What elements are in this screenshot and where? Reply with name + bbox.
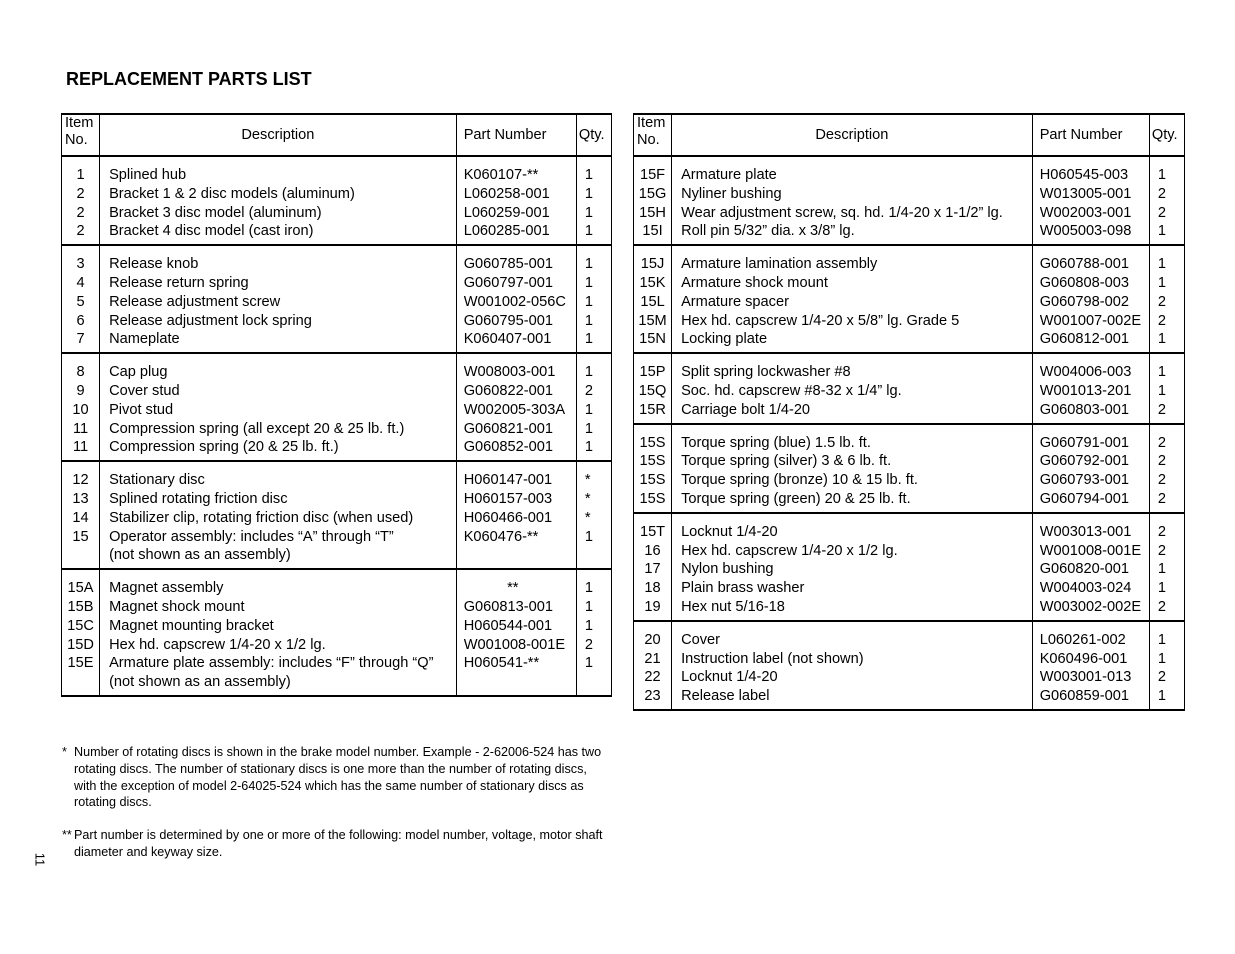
list-item: H060544-001 bbox=[463, 617, 553, 634]
list-item: Release adjustment screw bbox=[109, 293, 281, 310]
list-item: K060407-001 bbox=[463, 331, 552, 348]
table-row bbox=[634, 621, 1185, 710]
page-title: REPLACEMENT PARTS LIST bbox=[66, 69, 312, 89]
qty-cell bbox=[1149, 424, 1184, 513]
item-no-header: Item No. bbox=[634, 114, 672, 156]
footnotes bbox=[62, 744, 682, 861]
list-item: Carriage bolt 1/4-20 bbox=[681, 401, 811, 418]
list-item: Pivot stud bbox=[109, 401, 174, 418]
list-item: Cap plug bbox=[109, 364, 168, 381]
list-item: Hex hd. capscrew 1/4-20 x 1/2 lg. bbox=[681, 542, 898, 559]
description-cell bbox=[672, 353, 1033, 423]
list-item: 15Q bbox=[638, 382, 667, 399]
list-item: 2 bbox=[1157, 523, 1167, 540]
description-cell bbox=[100, 245, 457, 353]
list-item: Torque spring (silver) 3 & 6 lb. ft. bbox=[681, 453, 892, 470]
list-item: Nyliner bushing bbox=[681, 185, 782, 202]
list-item: Hex hd. capscrew 1/4-20 x 5/8” lg. Grade 5 bbox=[681, 312, 960, 329]
list-item: 15A bbox=[67, 580, 94, 597]
list-item: 15S bbox=[639, 490, 666, 507]
list-item: W003013-001 bbox=[1039, 523, 1132, 540]
list-item: 16 bbox=[644, 542, 661, 559]
list-item: Locknut 1/4-20 bbox=[681, 523, 778, 540]
list-item: W001008-001E bbox=[463, 636, 566, 653]
list-item: 15 bbox=[72, 528, 89, 545]
list-item: 1 bbox=[584, 312, 594, 329]
list-item: W001002-056C bbox=[463, 293, 566, 310]
list-item: 2 bbox=[76, 185, 85, 202]
list-item: Armature shock mount bbox=[681, 274, 828, 291]
list-item: 6 bbox=[76, 312, 85, 329]
list-item: Instruction label (not shown) bbox=[681, 650, 864, 667]
list-item: 15P bbox=[639, 364, 666, 381]
list-item: G060803-001 bbox=[1039, 401, 1129, 418]
header-row bbox=[634, 114, 1185, 156]
list-item: 22 bbox=[644, 669, 661, 686]
list-item: 3 bbox=[76, 256, 85, 273]
part-number-cell bbox=[456, 245, 576, 353]
list-item: 15S bbox=[639, 453, 666, 470]
parts-group bbox=[62, 353, 612, 461]
list-item: 15I bbox=[642, 223, 663, 240]
header-row bbox=[62, 114, 612, 156]
list-item: Splined rotating friction disc bbox=[109, 490, 288, 507]
footnote-single-asterisk: * Number of rotating discs is shown in the brake model number. Example - 2-62006-524 has two rotating discs. The number of stationary discs is one more than the number of rotating discs, with the exception of model 2-64025-524 which has the same number of stationary discs as rotating discs. bbox=[62, 745, 602, 810]
description-cell bbox=[100, 461, 457, 569]
list-item: G060795-001 bbox=[463, 312, 553, 329]
item-no-cell bbox=[62, 245, 100, 353]
list-item: 7 bbox=[76, 331, 85, 348]
list-item: L060258-001 bbox=[463, 185, 550, 202]
item-no-cell bbox=[634, 245, 672, 353]
list-item: W004006-003 bbox=[1039, 364, 1132, 381]
description-header: Description bbox=[100, 114, 457, 156]
description-cell bbox=[672, 621, 1033, 710]
list-item: 15C bbox=[67, 617, 94, 634]
part-number-cell bbox=[1032, 156, 1149, 245]
list-item: Stabilizer clip, rotating friction disc (when used) bbox=[109, 509, 414, 526]
list-item: 1 bbox=[1157, 223, 1167, 240]
part-number-cell bbox=[1032, 513, 1149, 621]
list-item bbox=[585, 673, 611, 692]
item-no-cell bbox=[62, 569, 100, 696]
list-item: 15H bbox=[639, 204, 666, 221]
description-cell bbox=[100, 353, 457, 461]
list-item: Torque spring (green) 20 & 25 lb. ft. bbox=[681, 490, 911, 507]
qty-cell bbox=[1149, 156, 1184, 245]
list-item: 1 bbox=[1157, 331, 1167, 348]
list-item: Locking plate bbox=[681, 331, 768, 348]
parts-group bbox=[62, 569, 612, 696]
list-item: 15N bbox=[639, 331, 666, 348]
qty-cell bbox=[576, 156, 611, 245]
parts-group bbox=[634, 245, 1185, 353]
list-item: 15K bbox=[639, 274, 666, 291]
list-item: Magnet shock mount bbox=[109, 598, 245, 615]
table-row bbox=[634, 513, 1185, 621]
list-item: L060285-001 bbox=[463, 223, 550, 240]
list-item: 20 bbox=[644, 631, 661, 648]
list-item bbox=[464, 546, 576, 565]
list-item: 12 bbox=[72, 472, 89, 489]
list-item: Plain brass washer bbox=[681, 580, 805, 597]
list-item: Nameplate bbox=[109, 331, 180, 348]
description-cell bbox=[100, 569, 457, 696]
list-item: 2 bbox=[1157, 185, 1167, 202]
list-item: G060793-001 bbox=[1039, 472, 1129, 489]
parts-group bbox=[634, 513, 1185, 621]
list-item: Release adjustment lock spring bbox=[109, 312, 312, 329]
list-item: G060822-001 bbox=[463, 382, 553, 399]
list-item: 15E bbox=[67, 655, 94, 672]
list-item: 10 bbox=[72, 401, 89, 418]
list-item: W002003-001 bbox=[1039, 204, 1132, 221]
list-item: * bbox=[584, 490, 591, 507]
item-no-cell bbox=[62, 156, 100, 245]
list-item: 5 bbox=[76, 293, 85, 310]
list-item: 1 bbox=[584, 617, 594, 634]
list-item: * bbox=[584, 509, 591, 526]
list-item: 1 bbox=[1157, 167, 1167, 183]
list-item: 2 bbox=[1157, 598, 1167, 615]
list-item: Torque spring (bronze) 10 & 15 lb. ft. bbox=[681, 472, 918, 489]
list-item: 8 bbox=[76, 364, 85, 381]
list-item: Wear adjustment screw, sq. hd. 1/4-20 x 1-1/2” lg. bbox=[681, 204, 1003, 221]
list-item: L060259-001 bbox=[463, 204, 550, 221]
list-item: H060545-003 bbox=[1039, 167, 1129, 183]
list-item: Hex hd. capscrew 1/4-20 x 1/2 lg. bbox=[109, 636, 326, 653]
list-item bbox=[62, 546, 99, 565]
parts-group bbox=[62, 461, 612, 569]
list-item: G060798-002 bbox=[1039, 293, 1129, 310]
list-item: 15M bbox=[638, 312, 667, 329]
list-item: 2 bbox=[76, 223, 85, 240]
list-item: K060107-** bbox=[463, 167, 539, 183]
list-item: H060157-003 bbox=[463, 490, 553, 507]
list-item: W001013-201 bbox=[1039, 382, 1132, 399]
qty-cell bbox=[576, 461, 611, 569]
list-item: (not shown as an assembly) bbox=[109, 547, 291, 564]
list-item: 1 bbox=[584, 528, 594, 545]
part-number-cell bbox=[456, 461, 576, 569]
list-item: 1 bbox=[584, 167, 594, 183]
part-number-header: Part Number bbox=[456, 114, 576, 156]
list-item: 15L bbox=[640, 293, 665, 310]
list-item: 19 bbox=[644, 598, 661, 615]
qty-cell bbox=[1149, 513, 1184, 621]
list-item bbox=[464, 673, 576, 692]
list-item: Hex nut 5/16-18 bbox=[681, 598, 785, 615]
list-item: W003001-013 bbox=[1039, 669, 1132, 686]
list-item: H060147-001 bbox=[463, 472, 553, 489]
list-item: 1 bbox=[584, 274, 594, 291]
list-item: W001008-001E bbox=[1039, 542, 1142, 559]
list-item: Cover bbox=[681, 631, 720, 648]
list-item: 13 bbox=[72, 490, 89, 507]
page-number: 11 bbox=[32, 852, 48, 867]
list-item: 1 bbox=[1157, 688, 1167, 705]
list-item: G060821-001 bbox=[463, 420, 553, 437]
list-item: 2 bbox=[584, 382, 594, 399]
list-item: 1 bbox=[1157, 256, 1167, 273]
list-item: 1 bbox=[1157, 364, 1167, 381]
qty-cell bbox=[576, 353, 611, 461]
item-no-cell bbox=[634, 513, 672, 621]
item-no-header: Item No. bbox=[62, 114, 100, 156]
list-item: 2 bbox=[1157, 312, 1167, 329]
footnote-double-asterisk: ** Part number is determined by one or more of the following: model number, voltage, motor shaft diameter and keyway size. bbox=[62, 828, 603, 859]
list-item: 1 bbox=[76, 167, 85, 183]
table-row bbox=[62, 353, 612, 461]
list-item: G060797-001 bbox=[463, 274, 553, 291]
list-item: G060820-001 bbox=[1039, 561, 1129, 578]
list-item: Armature plate assembly: includes “F” through “Q” bbox=[109, 655, 434, 672]
list-item: 1 bbox=[1157, 580, 1167, 597]
table-row bbox=[62, 461, 612, 569]
list-item: Torque spring (blue) 1.5 lb. ft. bbox=[681, 434, 871, 451]
list-item bbox=[585, 546, 611, 565]
list-item: G060808-003 bbox=[1039, 274, 1129, 291]
list-item bbox=[62, 673, 99, 692]
list-item: 1 bbox=[584, 364, 594, 381]
list-item: Nylon bushing bbox=[681, 561, 774, 578]
list-item: * bbox=[584, 472, 591, 489]
list-item: G060791-001 bbox=[1039, 434, 1129, 451]
part-number-cell bbox=[1032, 424, 1149, 513]
list-item: 1 bbox=[1157, 650, 1167, 667]
list-item: L060261-002 bbox=[1039, 631, 1126, 648]
list-item: Release knob bbox=[109, 256, 199, 273]
list-item: 1 bbox=[584, 401, 594, 418]
list-item: W004003-024 bbox=[1039, 580, 1132, 597]
qty-cell bbox=[1149, 621, 1184, 710]
parts-table-left bbox=[61, 113, 612, 697]
list-item: 2 bbox=[1157, 204, 1167, 221]
list-item: Bracket 1 & 2 disc models (aluminum) bbox=[109, 185, 355, 202]
table-row bbox=[62, 569, 612, 696]
parts-table-right bbox=[633, 113, 1185, 711]
qty-cell bbox=[576, 569, 611, 696]
list-item: W005003-098 bbox=[1039, 223, 1132, 240]
list-item: Compression spring (20 & 25 lb. ft.) bbox=[109, 439, 339, 456]
parts-group bbox=[634, 353, 1185, 423]
list-item: 15J bbox=[640, 256, 665, 273]
part-number-cell bbox=[1032, 353, 1149, 423]
list-item: 18 bbox=[644, 580, 661, 597]
qty-cell bbox=[1149, 245, 1184, 353]
list-item: 15G bbox=[638, 185, 667, 202]
item-no-cell bbox=[634, 621, 672, 710]
part-number-cell bbox=[456, 353, 576, 461]
list-item: 1 bbox=[584, 331, 594, 348]
list-item: Operator assembly: includes “A” through “T” bbox=[109, 528, 394, 545]
list-item: H060541-** bbox=[463, 655, 540, 672]
list-item: 14 bbox=[72, 509, 89, 526]
list-item: 2 bbox=[1157, 542, 1167, 559]
list-item: 1 bbox=[584, 223, 594, 240]
item-no-cell bbox=[62, 461, 100, 569]
item-no-cell bbox=[62, 353, 100, 461]
list-item: Splined hub bbox=[109, 167, 187, 183]
list-item: 15B bbox=[67, 598, 94, 615]
list-item: Release label bbox=[681, 688, 770, 705]
list-item: W008003-001 bbox=[463, 364, 556, 381]
part-number-cell bbox=[456, 569, 576, 696]
list-item: Armature spacer bbox=[681, 293, 789, 310]
list-item: K060476-** bbox=[463, 528, 539, 545]
qty-cell bbox=[576, 245, 611, 353]
list-item: G060813-001 bbox=[463, 598, 553, 615]
list-item: G060812-001 bbox=[1039, 331, 1129, 348]
table-row bbox=[62, 156, 612, 245]
part-number-cell bbox=[456, 156, 576, 245]
list-item: G060852-001 bbox=[463, 439, 553, 456]
list-item: 15S bbox=[639, 472, 666, 489]
list-item: 4 bbox=[76, 274, 85, 291]
list-item: 1 bbox=[584, 185, 594, 202]
table-row bbox=[634, 245, 1185, 353]
list-item: G060794-001 bbox=[1039, 490, 1129, 507]
list-item: 15R bbox=[639, 401, 666, 418]
list-item: Armature plate bbox=[681, 167, 777, 183]
list-item: G060792-001 bbox=[1039, 453, 1129, 470]
list-item: Magnet assembly bbox=[109, 580, 224, 597]
list-item: 11 bbox=[72, 439, 89, 456]
list-item: 2 bbox=[1157, 434, 1167, 451]
list-item: 1 bbox=[584, 420, 594, 437]
list-item: 2 bbox=[1157, 293, 1167, 310]
description-cell bbox=[672, 513, 1033, 621]
qty-header: Qty. bbox=[576, 114, 611, 156]
list-item: 1 bbox=[1157, 631, 1167, 648]
part-number-cell bbox=[1032, 245, 1149, 353]
list-item: 1 bbox=[584, 293, 594, 310]
list-item: Release return spring bbox=[109, 274, 249, 291]
list-item: 11 bbox=[72, 420, 89, 437]
list-item: 15S bbox=[639, 434, 666, 451]
list-item: 23 bbox=[644, 688, 661, 705]
list-item: Compression spring (all except 20 & 25 lb. ft.) bbox=[109, 420, 405, 437]
list-item: 2 bbox=[76, 204, 85, 221]
item-no-cell bbox=[634, 424, 672, 513]
list-item: G060859-001 bbox=[1039, 688, 1129, 705]
list-item: 17 bbox=[644, 561, 661, 578]
list-item: 2 bbox=[584, 636, 594, 653]
list-item: 2 bbox=[1157, 669, 1167, 686]
table-row bbox=[634, 353, 1185, 423]
list-item: 1 bbox=[584, 580, 594, 597]
list-item: 2 bbox=[1157, 401, 1167, 418]
list-item: ** bbox=[507, 580, 519, 597]
description-cell bbox=[100, 156, 457, 245]
item-no-cell bbox=[634, 353, 672, 423]
parts-group bbox=[634, 156, 1185, 245]
list-item: Roll pin 5/32” dia. x 3/8” lg. bbox=[681, 223, 855, 240]
list-item: 15D bbox=[67, 636, 94, 653]
list-item: W003002-002E bbox=[1039, 598, 1142, 615]
list-item: 1 bbox=[584, 256, 594, 273]
list-item: 15F bbox=[639, 167, 666, 183]
description-cell bbox=[672, 156, 1033, 245]
list-item: Bracket 4 disc model (cast iron) bbox=[109, 223, 314, 240]
parts-group bbox=[634, 621, 1185, 710]
list-item: 1 bbox=[584, 655, 594, 672]
list-item: Armature lamination assembly bbox=[681, 256, 878, 273]
list-item: 1 bbox=[1157, 382, 1167, 399]
list-item: G060785-001 bbox=[463, 256, 553, 273]
part-number-cell bbox=[1032, 621, 1149, 710]
table-row bbox=[634, 156, 1185, 245]
list-item: 1 bbox=[1157, 274, 1167, 291]
parts-group bbox=[62, 245, 612, 353]
list-item: Cover stud bbox=[109, 382, 180, 399]
list-item: W001007-002E bbox=[1039, 312, 1142, 329]
list-item: G060788-001 bbox=[1039, 256, 1129, 273]
list-item: (not shown as an assembly) bbox=[109, 674, 291, 691]
list-item: H060466-001 bbox=[463, 509, 553, 526]
list-item: 15T bbox=[639, 523, 666, 540]
list-item: Stationary disc bbox=[109, 472, 205, 489]
parts-group bbox=[634, 424, 1185, 513]
qty-header: Qty. bbox=[1149, 114, 1184, 156]
table-row bbox=[62, 245, 612, 353]
list-item: 1 bbox=[584, 598, 594, 615]
list-item: 2 bbox=[1157, 472, 1167, 489]
list-item: W013005-001 bbox=[1039, 185, 1132, 202]
description-cell bbox=[672, 245, 1033, 353]
part-number-header: Part Number bbox=[1032, 114, 1149, 156]
list-item: Magnet mounting bracket bbox=[109, 617, 274, 634]
table-row bbox=[634, 424, 1185, 513]
list-item: 9 bbox=[76, 382, 85, 399]
list-item: 1 bbox=[584, 439, 594, 456]
item-no-cell bbox=[634, 156, 672, 245]
list-item: 2 bbox=[1157, 453, 1167, 470]
description-header: Description bbox=[672, 114, 1033, 156]
list-item: 2 bbox=[1157, 490, 1167, 507]
list-item: Bracket 3 disc model (aluminum) bbox=[109, 204, 322, 221]
list-item: Soc. hd. capscrew #8-32 x 1/4” lg. bbox=[681, 382, 902, 399]
list-item: K060496-001 bbox=[1039, 650, 1128, 667]
list-item: W002005-303A bbox=[463, 401, 566, 418]
list-item: 21 bbox=[644, 650, 661, 667]
list-item: Split spring lockwasher #8 bbox=[681, 364, 851, 381]
list-item: Locknut 1/4-20 bbox=[681, 669, 778, 686]
list-item: 1 bbox=[1157, 561, 1167, 578]
list-item: 1 bbox=[584, 204, 594, 221]
parts-group bbox=[62, 156, 612, 245]
qty-cell bbox=[1149, 353, 1184, 423]
description-cell bbox=[672, 424, 1033, 513]
